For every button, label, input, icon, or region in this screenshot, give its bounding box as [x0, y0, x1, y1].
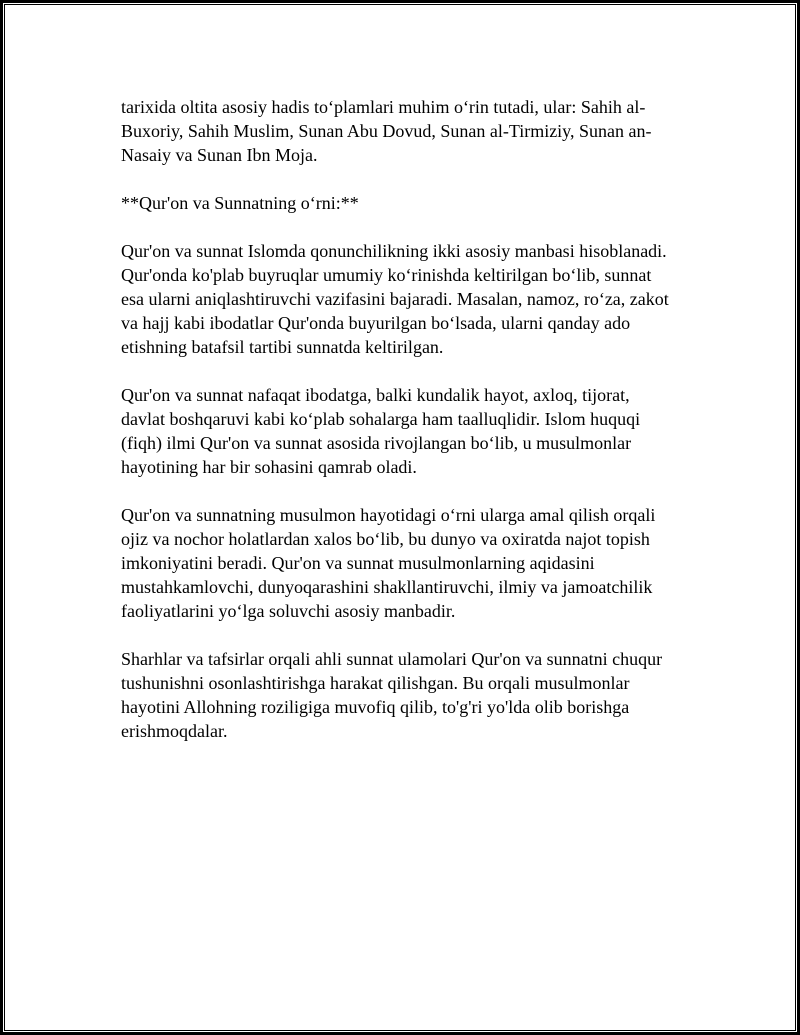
paragraph-commentaries: Sharhlar va tafsirlar orqali ahli sunnat ulamolari Qur'on va sunnatni chuqur tushunishni osonlashtirishga harakat qilishgan. Bu orqali musulmonlar hayotini Allohning roziligiga muvofiq qilib, to'g'ri yo'lda olib borishga erishmoqdalar. — [121, 649, 663, 741]
document-body — [121, 95, 701, 767]
paragraph-hadith-collections: tarixida oltita asosiy hadis to‘plamlari muhim o‘rin tutadi, ular: Sahih al- Buxoriy, Sahih Muslim, Sunan Abu Dovud, Sunan al-Tirmiziy, Sunan an- Nasaiy va Sunan Ibn Moja. — [121, 97, 652, 165]
paragraph-sources-of-law: Qur'on va sunnat Islomda qonunchilikning ikki asosiy manbasi hisoblanadi. Qur'onda ko'plab buyruqlar umumiy ko‘rinishda keltirilgan bo‘lib, sunnat esa ularni aniqlashtiruvchi vazifasini bajaradi. Masalan, namoz, ro‘za, zakot va hajj kabi ibodatlar Qur'onda buyurilgan bo‘lsada, ularni qanday ado etishning batafsil tartibi sunnatda keltirilgan. — [121, 241, 669, 357]
section-heading: **Qur'on va Sunnatning o‘rni:** — [121, 193, 359, 213]
paragraph-role-in-life: Qur'on va sunnatning musulmon hayotidagi o‘rni ularga amal qilish orqali ojiz va nochor holatlardan xalos bo‘lib, bu dunyo va oxiratda najot topish imkoniyatini beradi. Qur'on va sunnat musulmonlarning aqidasini mustahkamlovchi, dunyoqarashini shakllantiruvchi, ilmiy va jamoatchilik faoliyatlarini yo‘lga soluvchi asosiy manbadir. — [121, 505, 656, 621]
paragraph-scope: Qur'on va sunnat nafaqat ibodatga, balki kundalik hayot, axloq, tijorat, davlat boshqaruvi kabi ko‘plab sohalarga ham taalluqlidir. Islom huquqi (fiqh) ilmi Qur'on va sunnat asosida rivojlangan bo‘lib, u musulmonlar hayotining har bir sohasini qamrab oladi. — [121, 385, 641, 477]
